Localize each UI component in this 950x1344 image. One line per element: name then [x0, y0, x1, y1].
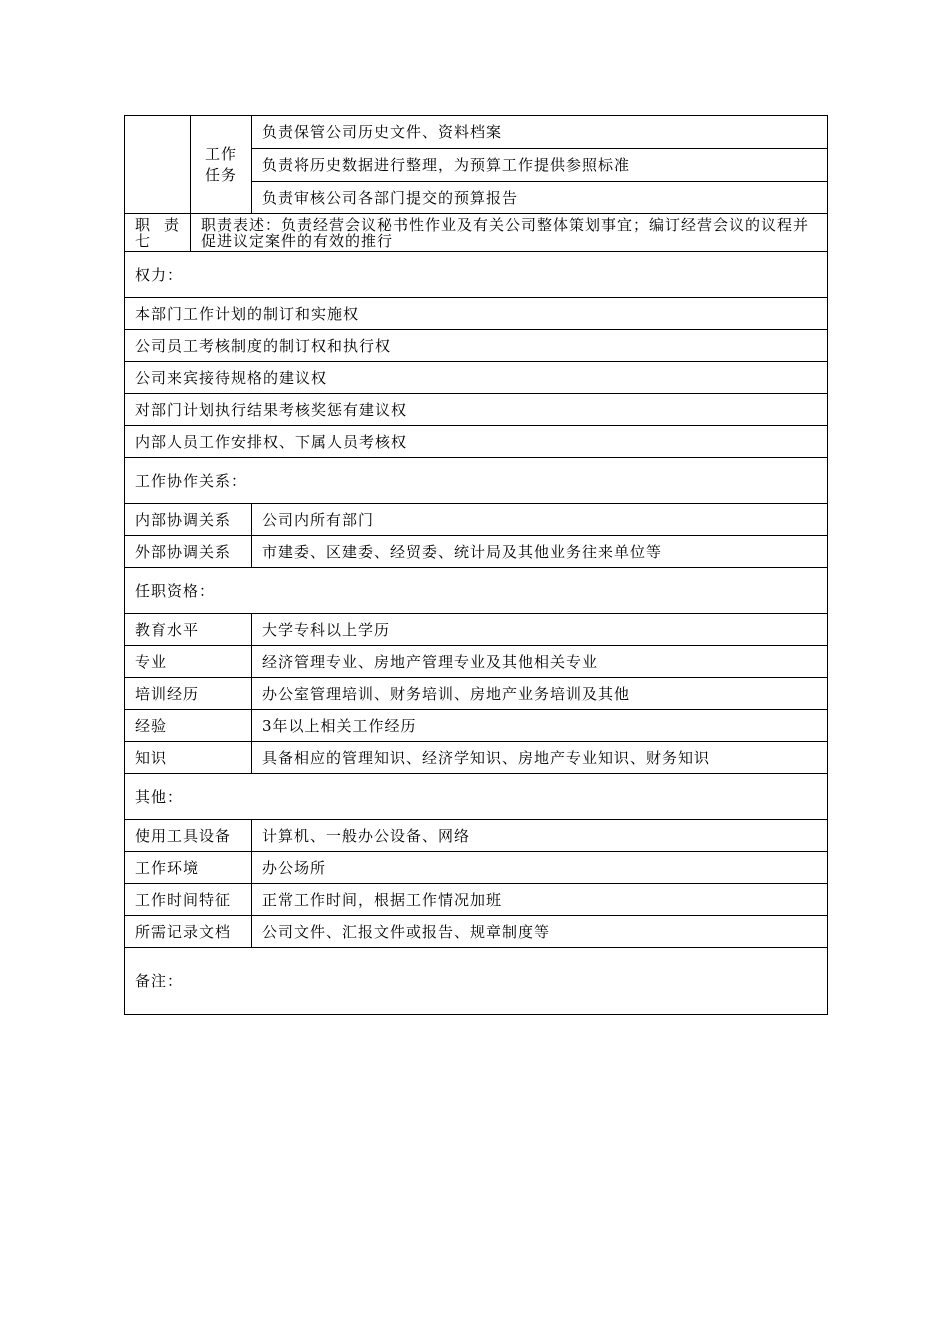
authority-heading: 权力：	[125, 252, 828, 298]
duty7-label-char: 职	[135, 215, 152, 234]
authority-item: 本部门工作计划的制订和实施权	[125, 298, 828, 330]
other-label: 工作环境	[125, 852, 252, 884]
authority-row	[125, 298, 828, 330]
work-task-item: 负责保管公司历史文件、资料档案	[252, 116, 828, 149]
qualification-value: 大学专科以上学历	[252, 614, 828, 646]
duty7-label-char: 责	[163, 215, 180, 234]
job-description-table	[124, 115, 828, 1015]
qualification-label: 知识	[125, 742, 252, 774]
other-row	[125, 852, 828, 884]
duty7-label-char: 七	[135, 231, 152, 250]
cooperation-label: 外部协调关系	[125, 536, 252, 568]
qualification-label: 专业	[125, 646, 252, 678]
other-heading: 其他：	[125, 774, 828, 820]
qualification-value: 经济管理专业、房地产管理专业及其他相关专业	[252, 646, 828, 678]
other-label: 工作时间特征	[125, 884, 252, 916]
qualifications-heading-row	[125, 568, 828, 614]
duty7-label	[125, 214, 191, 252]
qualification-label: 培训经历	[125, 678, 252, 710]
qualification-row	[125, 646, 828, 678]
notes-heading: 备注：	[125, 948, 828, 1015]
authority-heading-row	[125, 252, 828, 298]
cooperation-value: 公司内所有部门	[252, 504, 828, 536]
authority-item: 对部门计划执行结果考核奖惩有建议权	[125, 394, 828, 426]
job-description-sheet	[124, 115, 827, 1015]
authority-item: 内部人员工作安排权、下属人员考核权	[125, 426, 828, 458]
other-label: 所需记录文档	[125, 916, 252, 948]
qualification-value: 3年以上相关工作经历	[252, 710, 828, 742]
work-task-item: 负责将历史数据进行整理，为预算工作提供参照标准	[252, 149, 828, 182]
cooperation-row	[125, 504, 828, 536]
qualification-row	[125, 614, 828, 646]
qualification-label: 经验	[125, 710, 252, 742]
authority-item: 公司员工考核制度的制订权和执行权	[125, 330, 828, 362]
qualification-label: 教育水平	[125, 614, 252, 646]
authority-row	[125, 426, 828, 458]
cooperation-value: 市建委、区建委、经贸委、统计局及其他业务往来单位等	[252, 536, 828, 568]
authority-row	[125, 330, 828, 362]
work-task-label	[191, 116, 252, 214]
authority-row	[125, 362, 828, 394]
other-label: 使用工具设备	[125, 820, 252, 852]
other-value: 公司文件、汇报文件或报告、规章制度等	[252, 916, 828, 948]
qualification-row	[125, 710, 828, 742]
qualification-row	[125, 742, 828, 774]
authority-item: 公司来宾接待规格的建议权	[125, 362, 828, 394]
duty7-description: 职责表述：负责经营会议秘书性作业及有关公司整体策划事宜；编订经营会议的议程并促进议定案件的有效的推行	[191, 214, 828, 252]
other-value: 正常工作时间，根据工作情况加班	[252, 884, 828, 916]
other-heading-row	[125, 774, 828, 820]
other-value: 办公场所	[252, 852, 828, 884]
other-value: 计算机、一般办公设备、网络	[252, 820, 828, 852]
cooperation-label: 内部协调关系	[125, 504, 252, 536]
notes-row	[125, 948, 828, 1015]
qualification-value: 具备相应的管理知识、经济学知识、房地产专业知识、财务知识	[252, 742, 828, 774]
qualifications-heading: 任职资格：	[125, 568, 828, 614]
other-row	[125, 916, 828, 948]
qualification-value: 办公室管理培训、财务培训、房地产业务培训及其他	[252, 678, 828, 710]
cooperation-row	[125, 536, 828, 568]
work-task-label-line1: 工作	[204, 144, 237, 163]
other-row	[125, 820, 828, 852]
cooperation-heading-row	[125, 458, 828, 504]
work-task-label-line2: 任务	[204, 165, 237, 184]
work-task-item: 负责审核公司各部门提交的预算报告	[252, 182, 828, 214]
other-row	[125, 884, 828, 916]
qualification-row	[125, 678, 828, 710]
authority-row	[125, 394, 828, 426]
duty7-row	[125, 214, 828, 252]
cooperation-heading: 工作协作关系：	[125, 458, 828, 504]
duty-blank-cell	[125, 116, 191, 214]
work-task-row	[125, 116, 828, 149]
